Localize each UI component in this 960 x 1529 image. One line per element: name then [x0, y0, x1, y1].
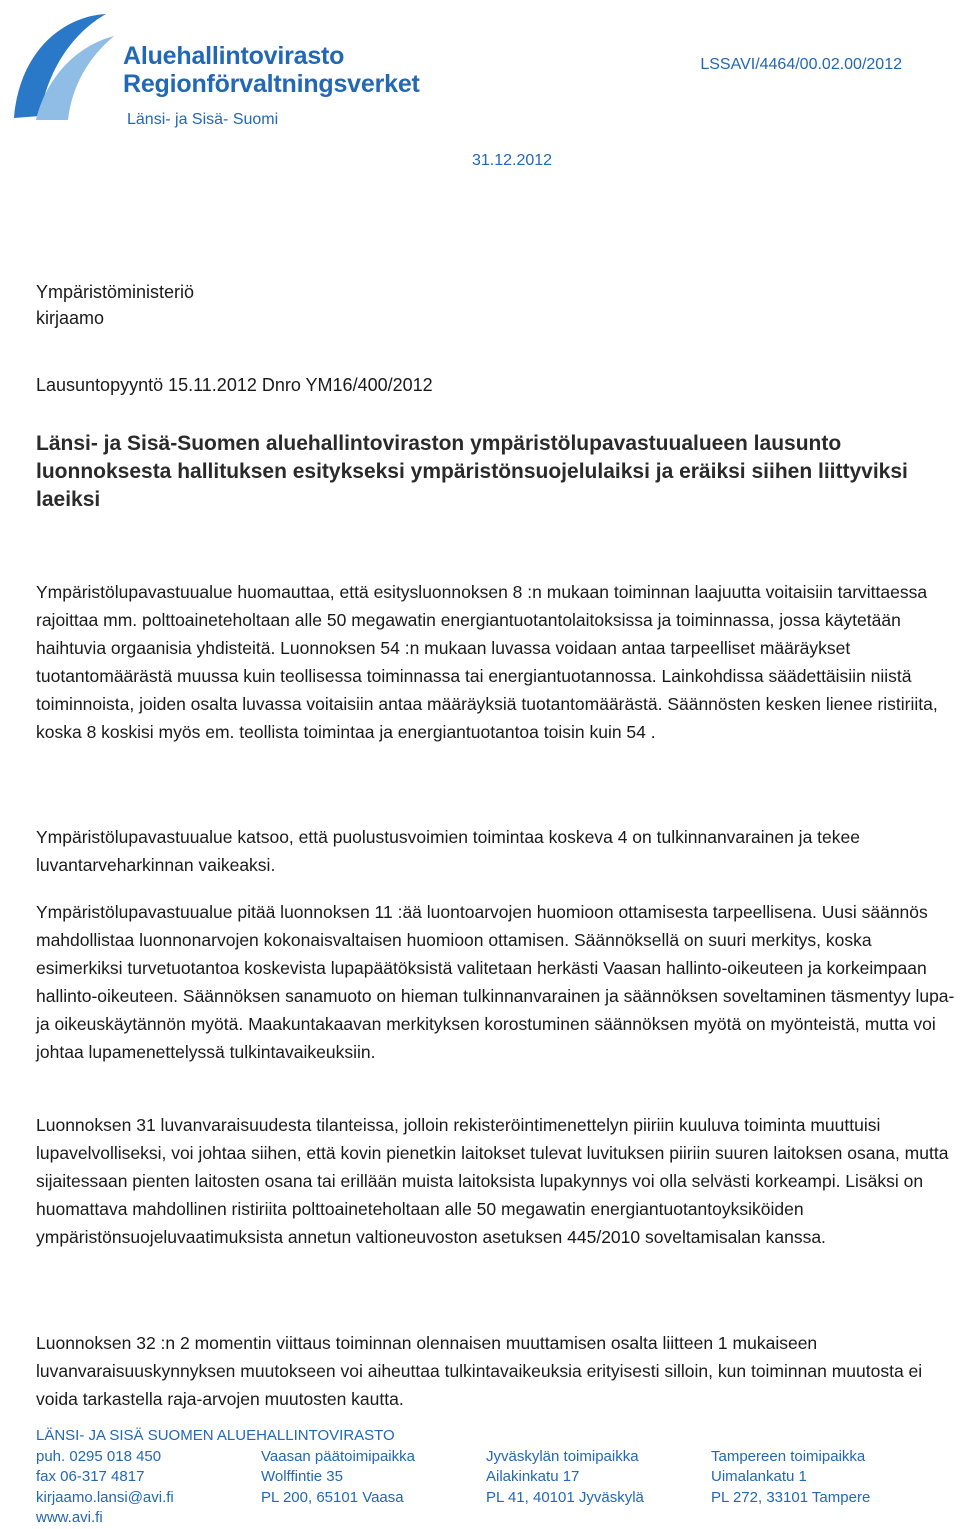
footer-website[interactable]: www.avi.fi [36, 1509, 103, 1526]
office-street: Ailakinkatu 17 [486, 1468, 580, 1485]
org-name [123, 42, 420, 98]
document-date: 31.12.2012 [472, 152, 553, 169]
body-paragraph: Luonnoksen 31 luvanvaraisuudesta tilanteissa, jolloin rekisteröintimenettelyn piiriin kuuluva toiminta muuttuisi lupavelvolliseksi, voi johtaa siihen, että kovin pienetkin laitokset tulevat luvituksen piiriin suuren laitoksen osana, mutta sijaitessaan pienten laitosten osana tai erillään muista laitoksista lupakynnys voi olla selvästi korkeampi. Lisäksi on huomattava mahdollinen ristiriita polttoaineteholtaan alle 50 megawatin energiantuotantoyksiköiden ympäristönsuojeluvaatimuksista annetun valtioneuvoston asetuksen 445/2010 soveltamisalan kanssa. [36, 1115, 949, 1247]
footer-office-tampere [711, 1447, 936, 1529]
recipient-block [36, 279, 194, 331]
recipient-dept: kirjaamo [36, 308, 105, 328]
body-paragraph: Luonnoksen 32 :n 2 momentin viittaus toiminnan olennaisen muuttamisen osalta liitteen 1 mukaiseen luvanvaraisuuskynnyksen muutokseen voi aiheuttaa tulkintavaikeuksia erityisesti silloin, kun toiminnan muutosta ei voida tarkastella raja-arvojen muutosten kautta. [36, 1333, 923, 1409]
region-name: Länsi- ja Sisä- Suomi [127, 111, 279, 128]
footer-office-jyvaskyla [486, 1447, 711, 1529]
body-paragraph: Ympäristölupavastuualue huomauttaa, että esitysluonnoksen 8 :n mukaan toiminnan laajuutta voitaisiin tarvittaessa rajoittaa mm. polttoaineteholtaan alle 50 megawatin energiantuotantolaitoksissa ja toiminnassa, jossa käytetään haihtuvia orgaanisia yhdisteitä. Luonnoksen 54 :n mukaan luvassa voidaan antaa tarpeelliset määräykset tuotantomäärästä muussa kuin teollisessa toiminnassa tai energiantuotannossa. Lainkohdissa säädettäisiin niistä toiminnoista, joiden osalta luvassa voitaisiin antaa määräyksiä tuotantomäärästä. Säännösten kesken lienee ristiriita, koska 8 koskisi myös em. teollista toimintaa ja energiantuotantoa toisin kuin 54 . [36, 582, 938, 742]
request-reference: Lausuntopyyntö 15.11.2012 Dnro YM16/400/2012 [36, 375, 433, 395]
body-paragraph: Ympäristölupavastuualue katsoo, että puolustusvoimien toimintaa koskeva 4 on tulkinnanvarainen ja tekee luvantarveharkinnan vaikeaksi. [36, 827, 860, 875]
org-name-fi: Aluehallintovirasto [123, 42, 345, 70]
recipient-name: Ympäristöministeriö [36, 282, 195, 302]
office-street: Uimalankatu 1 [711, 1468, 807, 1485]
office-postal: PL 272, 33101 Tampere [711, 1488, 871, 1506]
footer-org: LÄNSI- JA SISÄ SUOMEN ALUEHALLINTOVIRASTO [36, 1427, 395, 1444]
footer-phone: puh. 0295 018 450 [36, 1447, 162, 1465]
office-name: Vaasan päätoimipaikka [261, 1447, 415, 1465]
document-reference: LSSAVI/4464/00.02.00/2012 [700, 56, 902, 73]
office-name: Tampereen toimipaikka [711, 1447, 866, 1465]
footer-email[interactable]: kirjaamo.lansi@avi.fi [36, 1488, 174, 1506]
office-postal: PL 41, 40101 Jyväskylä [486, 1488, 644, 1506]
office-postal: PL 200, 65101 Vaasa [261, 1488, 404, 1506]
office-street: Wolffintie 35 [261, 1468, 343, 1485]
footer-contact [36, 1447, 261, 1529]
document-title: Länsi- ja Sisä-Suomen aluehallintoviraston ympäristölupavastuualueen lausunto luonnoksesta hallituksen esitykseksi ympäristönsuojelulaiksi ja eräiksi siihen liittyviksi laeiksi [36, 432, 908, 511]
body-paragraph: Ympäristölupavastuualue pitää luonnoksen 11 :ää luontoarvojen huomioon ottamisesta tarpeellisena. Uusi säännös mahdollistaa luonnonarvojen kokonaisvaltaisen huomioon ottamisen. Säännöksellä on suuri merkitys, koska esimerkiksi turvetuotantoa koskevista lupapäätöksistä valitetaan herkästi Vaasan hallinto-oikeuteen ja korkeimpaan hallinto-oikeuteen. Säännöksen sanamuoto on hieman tulkinnanvarainen ja säännöksen soveltaminen täsmentyy lupa- ja oikeuskäytännön myötä. Maakuntakaavan merkityksen korostuminen säännöksen myötä on myönteistä, mutta voi johtaa lupamenettelyssä tulkintavaikeuksiin. [36, 902, 955, 1062]
footer-office-vaasa [261, 1447, 486, 1529]
letterhead-footer [36, 1426, 936, 1529]
avi-logo-icon [6, 8, 118, 126]
org-name-sv: Regionförvaltningsverket [123, 70, 420, 98]
footer-fax: fax 06-317 4817 [36, 1468, 145, 1485]
office-name: Jyväskylän toimipaikka [486, 1447, 639, 1465]
